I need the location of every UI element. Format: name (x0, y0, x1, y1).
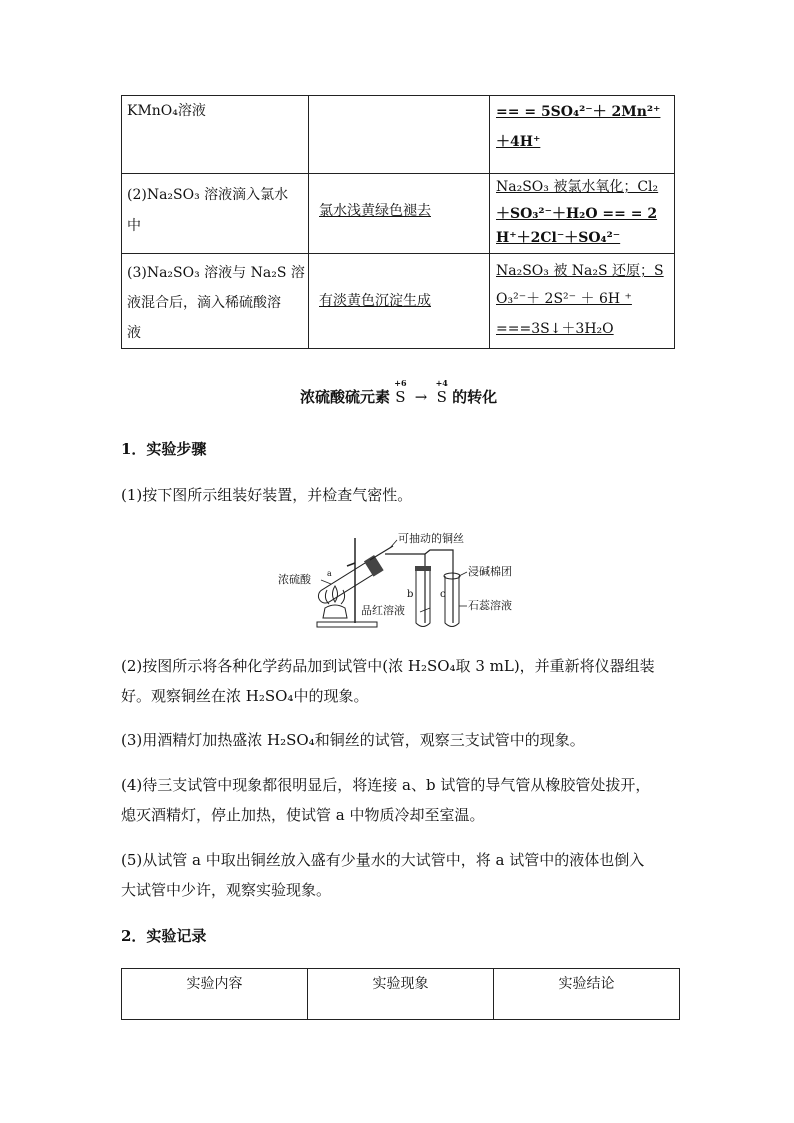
table-row (122, 174, 675, 254)
header-content: 实验内容 (122, 969, 308, 1020)
table-cell (490, 96, 675, 174)
table-cell (309, 174, 490, 254)
clamp (347, 563, 355, 566)
table-cell (122, 96, 309, 174)
section-title-prefix: 浓硫酸硫元素 (300, 388, 391, 406)
label-magenta: 品红溶液 (361, 604, 405, 617)
table-row (122, 969, 680, 1020)
label-tube-a: a (327, 569, 332, 578)
heading-steps: 1．实验步骤 (121, 440, 207, 458)
section-title (300, 378, 498, 406)
step-4-line-1: (4)待三支试管中现象都很明显后，将连接 a、b 试管的导气管从橡胶管处拔开， (121, 776, 651, 794)
table-cell (309, 254, 490, 349)
step-3: (3)用酒精灯加热盛浓 H₂SO₄和铜丝的试管，观察三支试管中的现象。 (121, 731, 585, 749)
table-cell (490, 254, 675, 349)
valence-label: +6 (394, 378, 407, 388)
stand-base (317, 622, 377, 627)
cell-text: Na₂SO₃ 被 Na₂S 还原；S (496, 263, 664, 279)
cell-text: 液混合后，滴入稀硫酸溶 (127, 295, 281, 311)
table-cell (490, 174, 675, 254)
step-2-line-2: 好。观察铜丝在浓 H₂SO₄中的现象。 (121, 687, 369, 705)
header-conclusion: 实验结论 (494, 969, 680, 1020)
cell-text: ＋SO₃²⁻＋H₂O == = 2 (496, 206, 658, 222)
cell-text: == = 5SO₄²⁻＋ 2Mn²⁺ (496, 104, 661, 120)
test-tube-b (416, 568, 430, 627)
test-tube-c (445, 576, 459, 627)
label-litmus: 石蕊溶液 (468, 599, 512, 612)
cell-text: H⁺＋2Cl⁻＋SO₄²⁻ (496, 230, 621, 246)
reaction-table (121, 95, 675, 349)
label-tube-b: b (407, 589, 414, 600)
step-2-line-1: (2)按图所示将各种化学药品加到试管中(浓 H₂SO₄取 3 mL)，并重新将仪器组装 (121, 657, 655, 675)
label-copper-wire: 可抽动的铜丝 (398, 532, 464, 545)
label-conc-acid: 浓硫酸 (278, 573, 311, 586)
element-symbol: S (436, 388, 447, 406)
cell-text: (2)Na₂SO₃ 溶液滴入氯水 (127, 187, 289, 203)
table-cell (309, 96, 490, 174)
cell-text: 中 (127, 218, 141, 234)
header-phenomenon: 实验现象 (308, 969, 494, 1020)
table-row (122, 254, 675, 349)
cell-text: 有淡黄色沉淀生成 (319, 293, 431, 309)
step-1: (1)按下图所示组装好装置，并检查气密性。 (121, 486, 413, 504)
copper-wire (370, 546, 393, 560)
table-cell (122, 174, 309, 254)
cell-text: ＋4H⁺ (496, 134, 541, 150)
record-table (121, 968, 680, 1020)
step-5-line-1: (5)从试管 a 中取出铜丝放入盛有少量水的大试管中，将 a 试管中的液体也倒入 (121, 851, 645, 869)
cell-text: ===3S↓＋3H₂O (496, 321, 614, 337)
arrow-icon: → (414, 388, 428, 406)
label-cotton: 浸碱棉团 (468, 565, 512, 578)
table-row (122, 96, 675, 174)
cotton-ball (444, 573, 460, 579)
element-symbol: S (395, 388, 406, 406)
flame-icon (333, 586, 338, 602)
cell-text: 液 (127, 325, 141, 341)
cell-text: 氯水浅黄绿色褪去 (319, 203, 431, 219)
cell-text: (3)Na₂SO₃ 溶液与 Na₂S 溶 (127, 265, 305, 281)
table-cell (122, 254, 309, 349)
step-5-line-2: 大试管中少许，观察实验现象。 (121, 881, 332, 899)
step-4-line-2: 熄灭酒精灯，停止加热，使试管 a 中物质冷却至室温。 (121, 806, 485, 824)
cell-text: O₃²⁻＋ 2S²⁻ ＋ 6H ⁺ (496, 291, 632, 307)
sulfur-plus6 (394, 378, 407, 406)
cell-text: KMnO₄溶液 (127, 103, 206, 119)
heading-record: 2．实验记录 (121, 927, 207, 945)
alcohol-lamp (323, 605, 347, 618)
valence-label: +4 (435, 378, 448, 388)
label-tube-c: c (440, 589, 446, 600)
cell-text: Na₂SO₃ 被氯水氧化；Cl₂ (496, 179, 659, 195)
sulfur-plus4 (435, 378, 448, 406)
section-title-suffix: 的转化 (452, 388, 498, 406)
